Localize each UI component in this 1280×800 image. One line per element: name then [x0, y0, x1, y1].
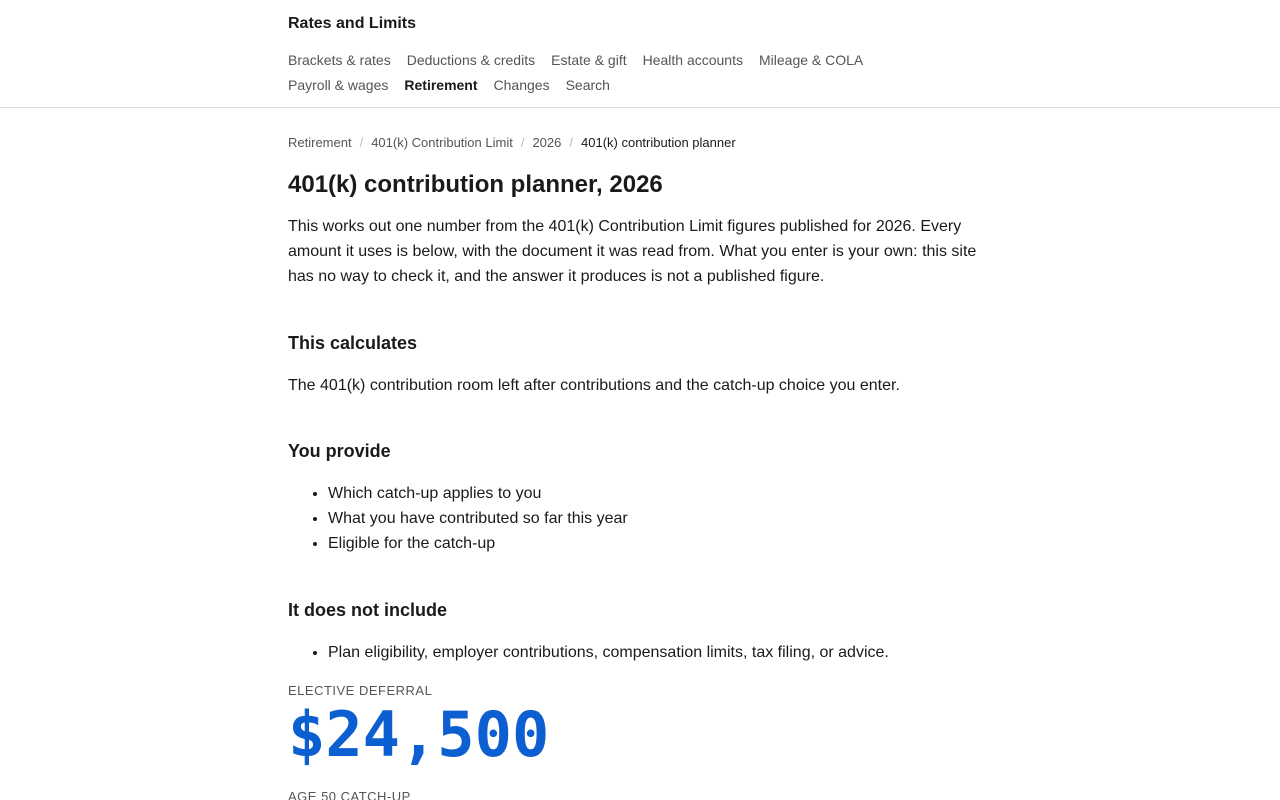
- you-provide-list: [288, 481, 628, 556]
- nav-link-mileage-cola[interactable]: Mileage & COLA: [759, 52, 864, 68]
- section-heading-calculates: This calculates: [288, 333, 418, 353]
- section-text-calculates: The 401(k) contribution room left after contributions and the catch-up choice you enter.: [288, 377, 900, 394]
- site-title[interactable]: Rates and Limits: [288, 15, 417, 32]
- nav-link-estate-gift[interactable]: Estate & gift: [551, 52, 627, 68]
- list-item: • What you have contributed so far this year: [328, 506, 628, 531]
- elective-deferral-value: $24,500: [288, 698, 550, 771]
- breadcrumb-separator: /: [569, 135, 573, 150]
- nav-link-brackets-rates[interactable]: Brackets & rates: [288, 52, 391, 68]
- nav-link-changes[interactable]: Changes: [493, 77, 550, 93]
- nav-link-payroll-wages[interactable]: Payroll & wages: [288, 77, 389, 93]
- site-header: [0, 0, 1280, 108]
- breadcrumb-separator: /: [520, 135, 525, 150]
- breadcrumb-item-year[interactable]: 2026: [532, 135, 562, 150]
- excludes-list: [288, 640, 889, 665]
- page-intro: This works out one number from the 401(k) Contribution Limit figures published for 2026. Every amount it uses is below, with the document it was read from. What you enter is your own: this site has no way to check it, and the answer it produces is not a published figure.: [288, 218, 977, 285]
- list-item: • Which catch-up applies to you: [328, 481, 628, 506]
- catch-up-50-label: AGE 50 CATCH-UP: [288, 789, 411, 800]
- nav-link-search[interactable]: Search: [565, 77, 610, 93]
- list-item: • Eligible for the catch-up: [328, 531, 628, 556]
- nav-link-retirement[interactable]: Retirement: [404, 77, 478, 93]
- primary-nav-row-2: [288, 76, 610, 94]
- section-heading-excludes: It does not include: [288, 600, 448, 620]
- primary-nav-row-1: [288, 51, 863, 69]
- nav-link-health-accounts[interactable]: Health accounts: [642, 52, 743, 68]
- page-title: 401(k) contribution planner, 2026: [288, 171, 663, 198]
- breadcrumb-separator: /: [359, 135, 364, 150]
- breadcrumb: [288, 135, 736, 151]
- elective-deferral-label: ELECTIVE DEFERRAL: [288, 683, 433, 698]
- list-item: • Plan eligibility, employer contributions, compensation limits, tax filing, or advice.: [328, 640, 889, 665]
- nav-link-deductions-credits[interactable]: Deductions & credits: [406, 52, 536, 68]
- breadcrumb-current: 401(k) contribution planner: [581, 135, 736, 150]
- section-heading-you-provide: You provide: [288, 441, 391, 461]
- breadcrumb-item-retirement[interactable]: Retirement: [288, 135, 352, 150]
- breadcrumb-item-401k-limit[interactable]: 401(k) Contribution Limit: [371, 135, 513, 150]
